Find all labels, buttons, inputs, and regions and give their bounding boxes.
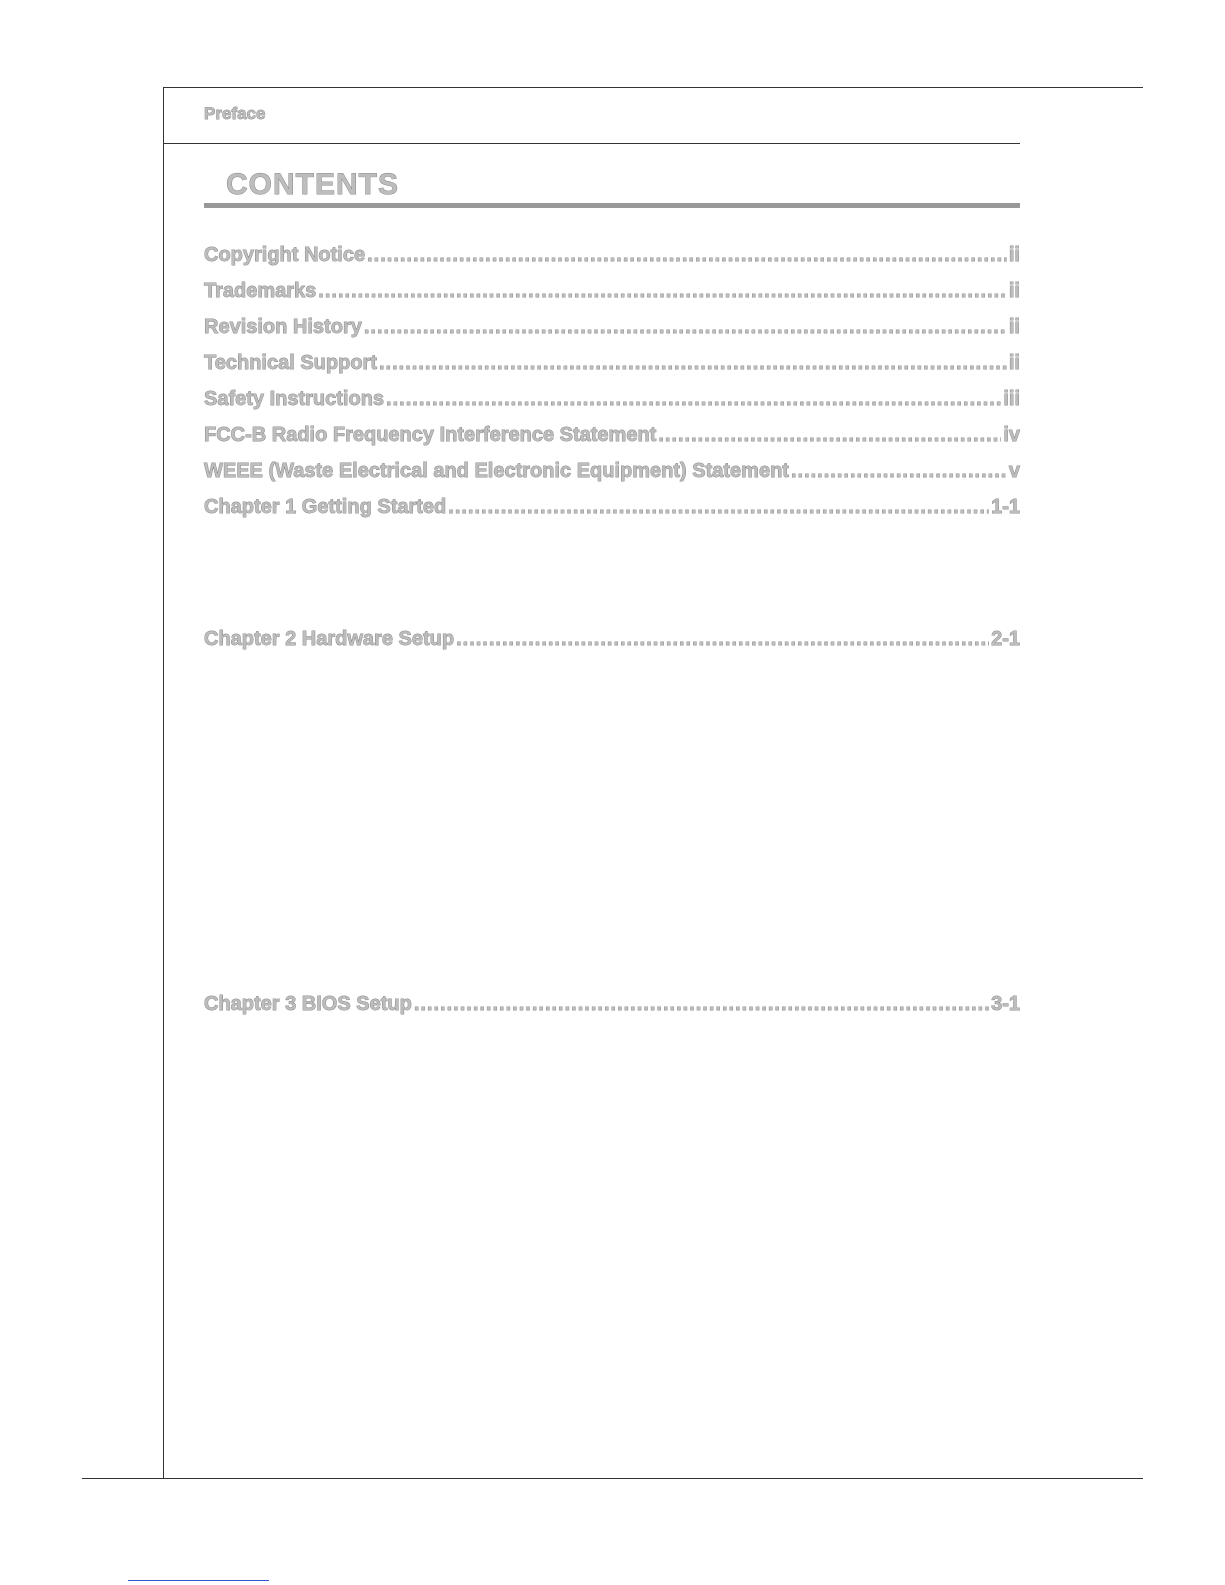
toc-entry-title: Chapter 3 BIOS Setup [204, 993, 412, 1015]
toc-entry[interactable] [204, 993, 1020, 1023]
toc-entry-page: v [1008, 460, 1020, 482]
toc-entry-title: Safety Instructions [204, 388, 385, 410]
toc-entry-title: Revision History [204, 316, 362, 338]
toc-entry-title: Trademarks [204, 280, 317, 302]
toc-entry[interactable] [204, 352, 1020, 382]
toc-entry[interactable] [204, 280, 1020, 310]
footer-link-underline [128, 1580, 269, 1581]
toc-entry-page: 2-1 [991, 628, 1020, 650]
toc-entry[interactable] [204, 496, 1020, 526]
toc-entry-title: Chapter 2 Hardware Setup [204, 628, 455, 650]
toc-entry[interactable] [204, 388, 1020, 418]
toc-entry-title: FCC-B Radio Frequency Interference Statement [204, 424, 657, 446]
page-left-rule [163, 87, 164, 1479]
toc-dot-leader [448, 496, 989, 519]
section-header: Preface [204, 104, 266, 123]
toc-entry[interactable] [204, 244, 1020, 274]
toc-dot-leader [386, 388, 1001, 411]
toc-entry-title: Chapter 1 Getting Started [204, 496, 447, 518]
toc-dot-leader [658, 424, 1001, 447]
toc-dot-leader [456, 628, 989, 651]
page-top-rule [163, 87, 1143, 88]
contents-underline-bar [204, 203, 1020, 208]
toc-dot-leader [367, 244, 1007, 267]
toc-entry-title: Copyright Notice [204, 244, 366, 266]
toc-entry-page: ii [1008, 316, 1020, 338]
toc-entry-page: 3-1 [991, 993, 1020, 1015]
toc-entry[interactable] [204, 628, 1020, 658]
header-bottom-rule [163, 143, 1020, 144]
toc-entry-title: WEEE (Waste Electrical and Electronic Equipment) Statement [204, 460, 789, 482]
toc-entry-page: 1-1 [991, 496, 1020, 518]
toc-entry[interactable] [204, 316, 1020, 346]
toc-entry-page: ii [1008, 352, 1020, 374]
toc-entry-title: Technical Support [204, 352, 377, 374]
toc-entry[interactable] [204, 424, 1020, 454]
toc-dot-leader [379, 352, 1007, 375]
toc-entry-page: iii [1003, 388, 1020, 410]
page-bottom-rule [82, 1478, 1143, 1479]
toc-dot-leader [318, 280, 1007, 303]
toc-dot-leader [791, 460, 1007, 483]
toc-dot-leader [364, 316, 1007, 339]
toc-entry[interactable] [204, 460, 1020, 490]
toc-dot-leader [414, 993, 989, 1016]
toc-entry-page: ii [1008, 280, 1020, 302]
toc-entry-page: ii [1008, 244, 1020, 266]
toc-entry-page: iv [1003, 424, 1020, 446]
contents-heading: CONTENTS [226, 168, 399, 201]
